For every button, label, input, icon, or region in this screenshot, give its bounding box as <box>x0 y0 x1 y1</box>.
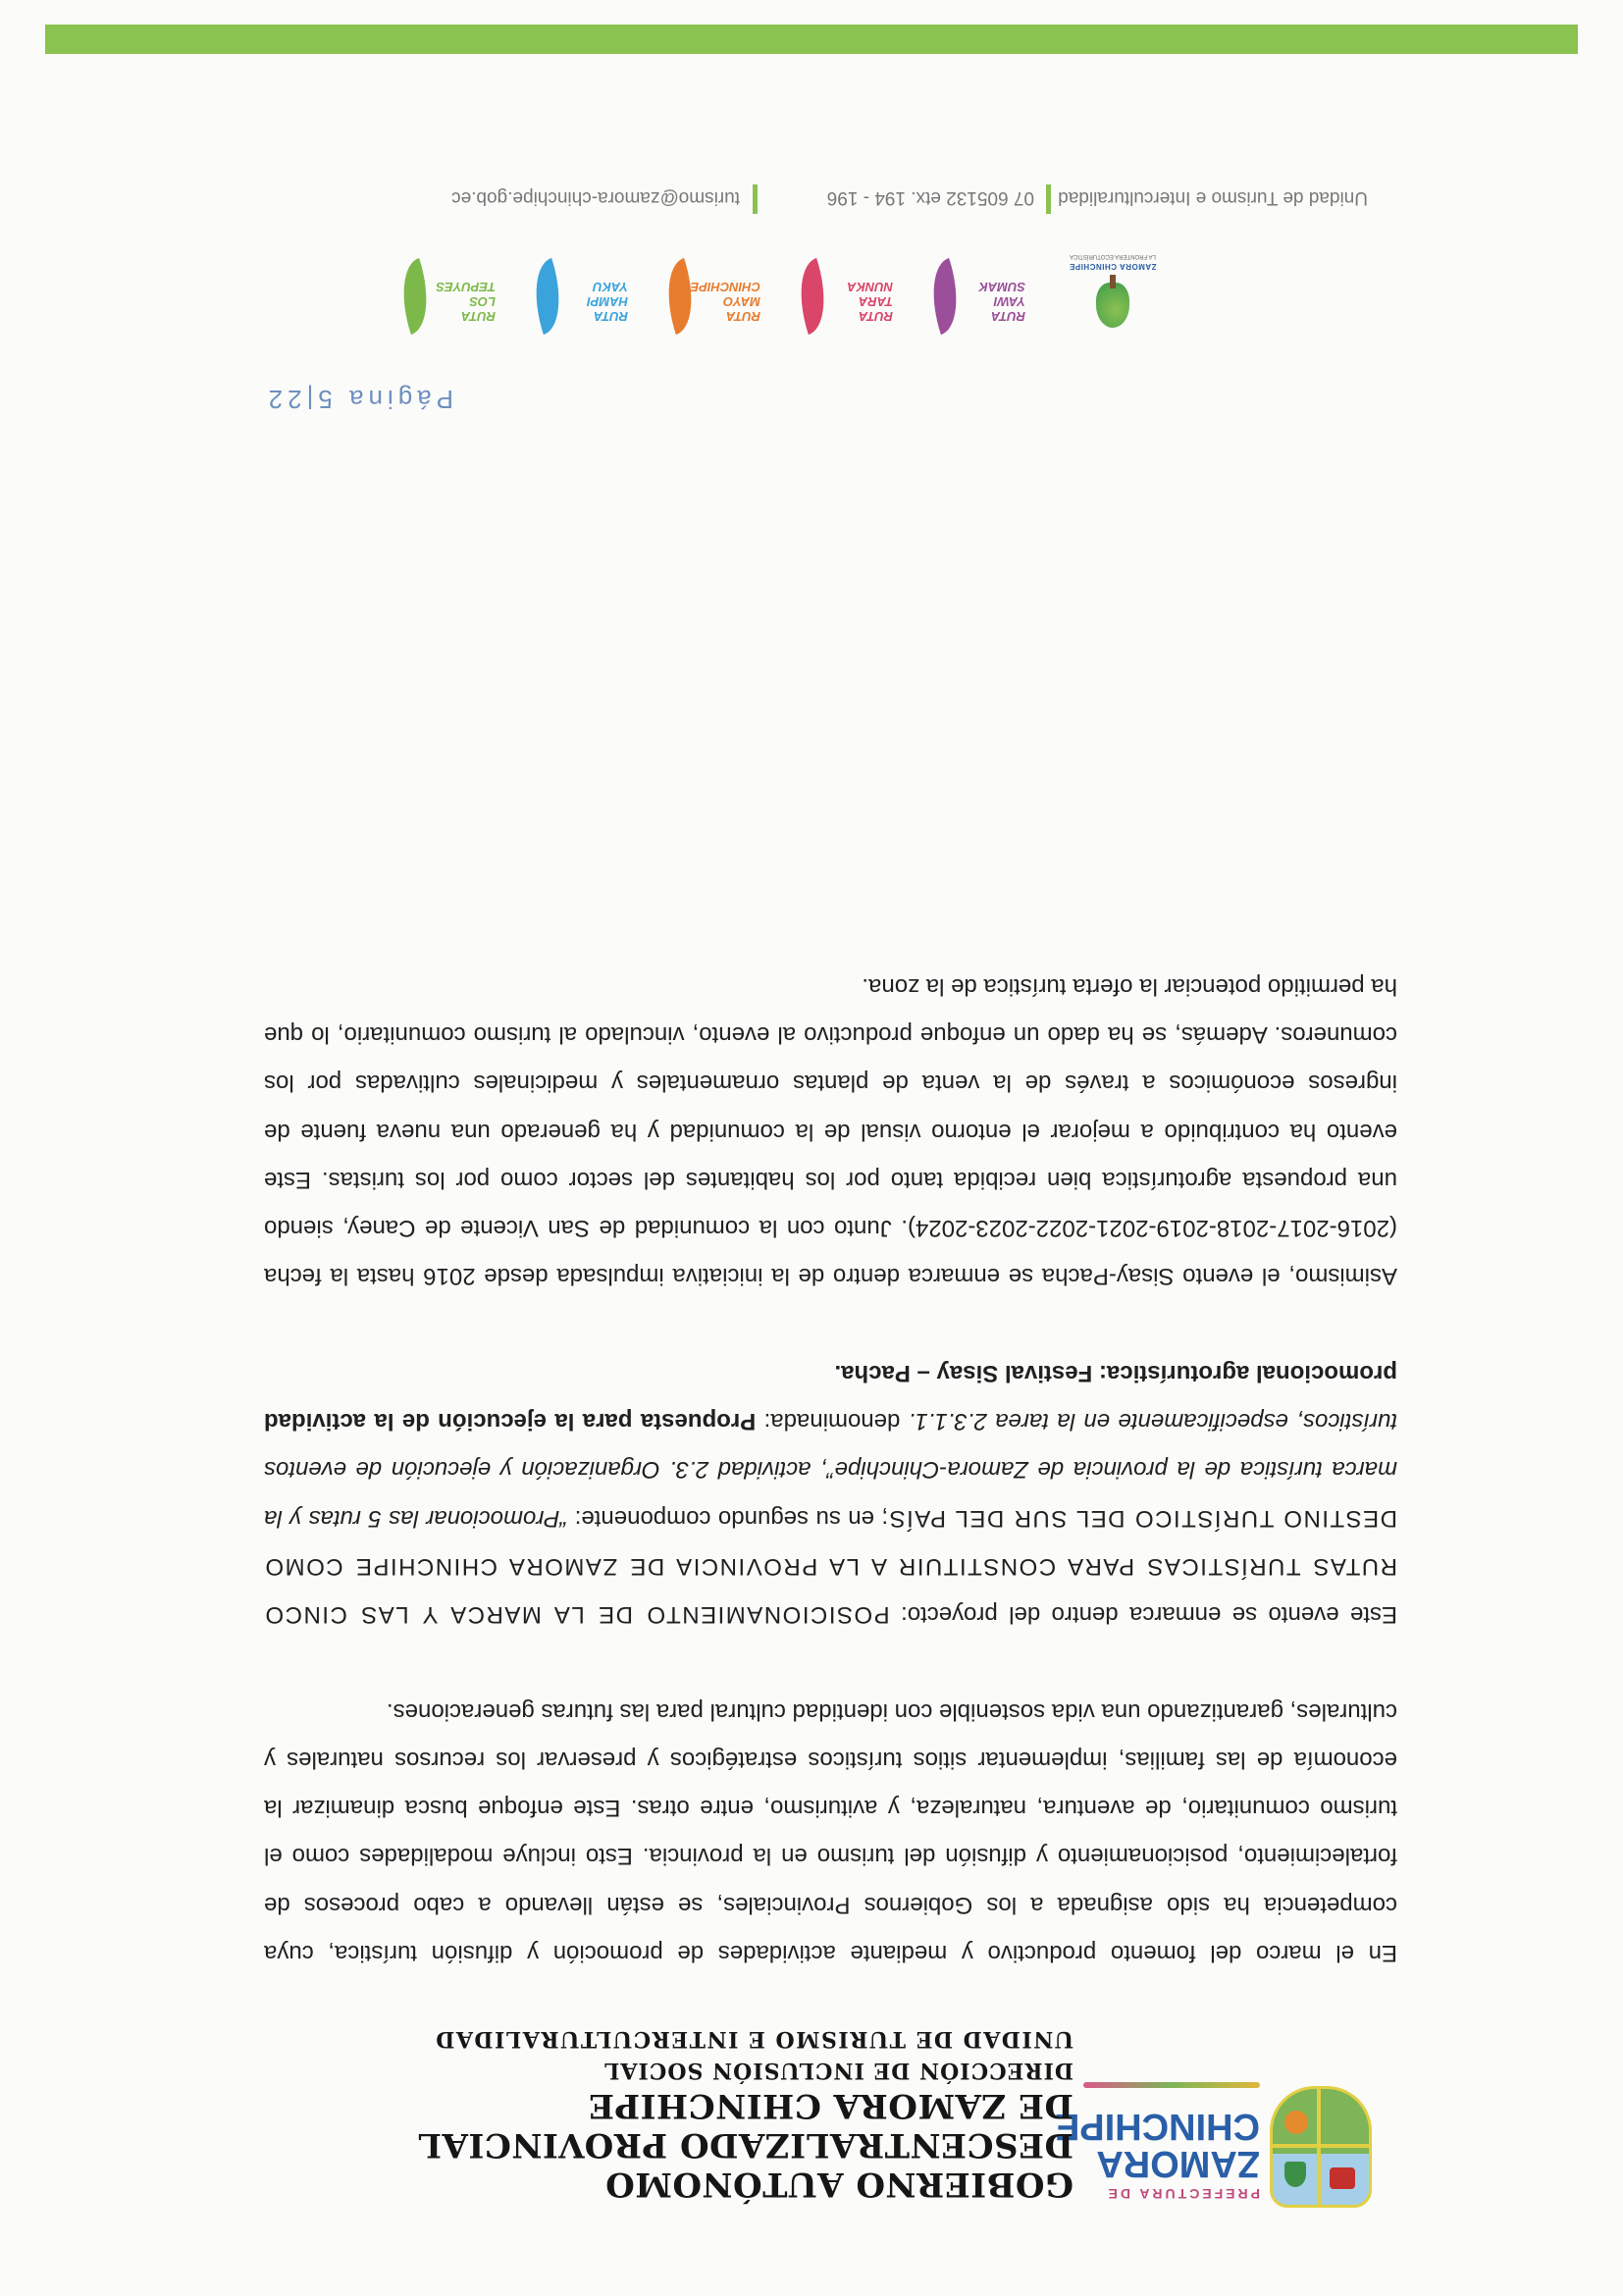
route-name-line2: LOS <box>469 294 496 309</box>
route-name-line3: YAKU <box>593 280 628 294</box>
route-name-line2: TARA <box>858 294 893 309</box>
brand-line-1: ZAMORA <box>1096 2143 1260 2184</box>
brand-swoosh <box>1083 2082 1260 2088</box>
provincial-coat-of-arms-icon <box>1270 2086 1372 2208</box>
brand-line-2: CHINCHIPE <box>1054 2106 1260 2147</box>
route-name-line2: YAWI <box>993 294 1025 309</box>
page-separator: | <box>301 385 314 414</box>
route-name-line2: HAMPI <box>587 294 628 309</box>
letterhead-title-2: DE ZAMORA CHINCHIPE <box>588 2086 1073 2125</box>
paragraph-1: En el marco del fomento productivo y mediante actividades de promoción y difusión turística, cuya competencia ha sido asignada a los Gobiernos Provinciales, se están llevando a cabo procesos de fortalecimiento, posicionamiento y difusión del turismo en la provincia. Esto incluye modalidades como el turismo comunitario, de aventura, naturaleza, y aviturismo, entre otras. Este enfoque busca dinamizar la economía de las familias, implementar sitios turísticos estratégicos y preservar los recursos naturales y culturales, garantizando una vida sostenible con identidad cultural para las futuras generaciones. <box>264 1697 1397 1966</box>
activity-title: Propuesta para la ejecución de la actividad promocional agroturística: Festival Sisay – Pacha. <box>264 1359 1397 1435</box>
prefecture-brand-logo <box>1054 2084 1260 2202</box>
project-name: POSICIONAMIENTO DE LA MARCA Y LAS CINCO RUTAS TURÍSTICAS PARA CONSTITUIR A LA PROVINCIA DE ZAMORA CHINCHIPE COMO DESTINO TURÍSTICO DEL SUR DEL PAÍS <box>264 1504 1397 1629</box>
letterhead-title-3: DIRECCIÓN DE INCLUSIÓN SOCIAL <box>602 2058 1073 2083</box>
letterhead-title-1: GOBIERNO AUTÓNOMO DESCENTRALIZADO PROVINCIAL <box>417 2125 1073 2204</box>
route-name-line1: RUTA <box>858 309 893 324</box>
route-name <box>692 280 760 324</box>
route-logo <box>649 245 764 334</box>
route-logo <box>914 245 1029 334</box>
component-reference: “Promocionar las 5 rutas y la marca turística de la provincia de Zamora-Chinchipe”, actividad 2.3. Organización y ejecución de eventos turísticos, especificamente en la tarea 2.3.1.1. <box>264 1408 1397 1532</box>
page-current: 5 <box>313 385 333 414</box>
page-total: 22 <box>263 385 302 414</box>
contact-footer <box>190 179 1368 214</box>
letterhead-titles <box>239 2023 1073 2204</box>
route-logo <box>516 245 632 334</box>
logo-label: ZAMORA CHINCHIPE <box>1069 262 1157 271</box>
tree-icon <box>1096 283 1129 328</box>
route-name-line3: TEPUYES <box>436 280 496 294</box>
page-word: Página <box>344 385 453 414</box>
unit-name: Unidad de Turismo e Interculturalidad <box>1058 187 1368 208</box>
route-name-line3: SUMAK <box>978 280 1025 294</box>
route-name-line1: RUTA <box>460 309 496 324</box>
footer-divider <box>753 184 758 214</box>
route-name-line3: CHINCHIPE <box>690 280 760 294</box>
tourism-routes-strip <box>176 216 1157 334</box>
paragraph-3: Asimismo, el evento Sisay-Pacha se enmarca dentro de la iniciativa impulsada desde 2016 hasta la fecha (2016-2017-2018-2019-2021-2022-2023-2024). Junto con la comunidad de San Vicente de Caney, siendo una propuesta agroturística bien recibida tanto por los habitantes del sector como por los turistas. Este evento ha contribuido a mejorar el entorno visual de la comunidad y ha generado una nueva fuente de ingresos económicos a través de la venta de plantas ornamentales y medicinales cultivadas por los comuneros. Además, se ha dado un enfoque productivo al evento, vinculado al turismo comunitario, lo que ha permitido potenciar la oferta turística de la zona. <box>264 972 1397 1290</box>
route-name <box>559 280 628 324</box>
route-name-line1: RUTA <box>593 309 628 324</box>
letterhead-title-4: UNIDAD DE TURISMO E INTERCULTURALIDAD <box>434 2026 1073 2052</box>
letterhead <box>0 2026 1623 2208</box>
route-name-line1: RUTA <box>990 309 1025 324</box>
logo-sub: LA FRONTERA ECOTURÍSTICA <box>1070 253 1156 259</box>
footer-green-band <box>45 25 1578 54</box>
page-number <box>264 384 453 414</box>
route-name <box>957 280 1025 324</box>
phone-number: 07 605132 etx. 194 - 196 <box>826 187 1034 208</box>
route-logo <box>384 245 499 334</box>
document-body <box>264 962 1397 1977</box>
footer-divider <box>1046 184 1051 214</box>
route-name-line1: RUTA <box>725 309 760 324</box>
paragraph-2-intro: Este evento se enmarca dentro del proyecto: <box>889 1601 1397 1629</box>
route-name <box>824 280 893 324</box>
route-name-line2: MAYO <box>722 294 760 309</box>
brand-prefix: PREFECTURA DE <box>1105 2186 1260 2202</box>
route-name <box>427 280 496 324</box>
paragraph-2-denominated: denominada: <box>756 1408 909 1435</box>
route-name-line3: NUNKA <box>847 280 893 294</box>
email-address: turismo@zamora-chinchipe.gob.ec <box>451 187 740 208</box>
paragraph-2-mid: ; en su segundo componente: <box>567 1504 889 1532</box>
route-logo <box>781 245 897 334</box>
zamora-chinchipe-tree-logo <box>1069 235 1157 334</box>
paragraph-2 <box>264 1348 1397 1639</box>
